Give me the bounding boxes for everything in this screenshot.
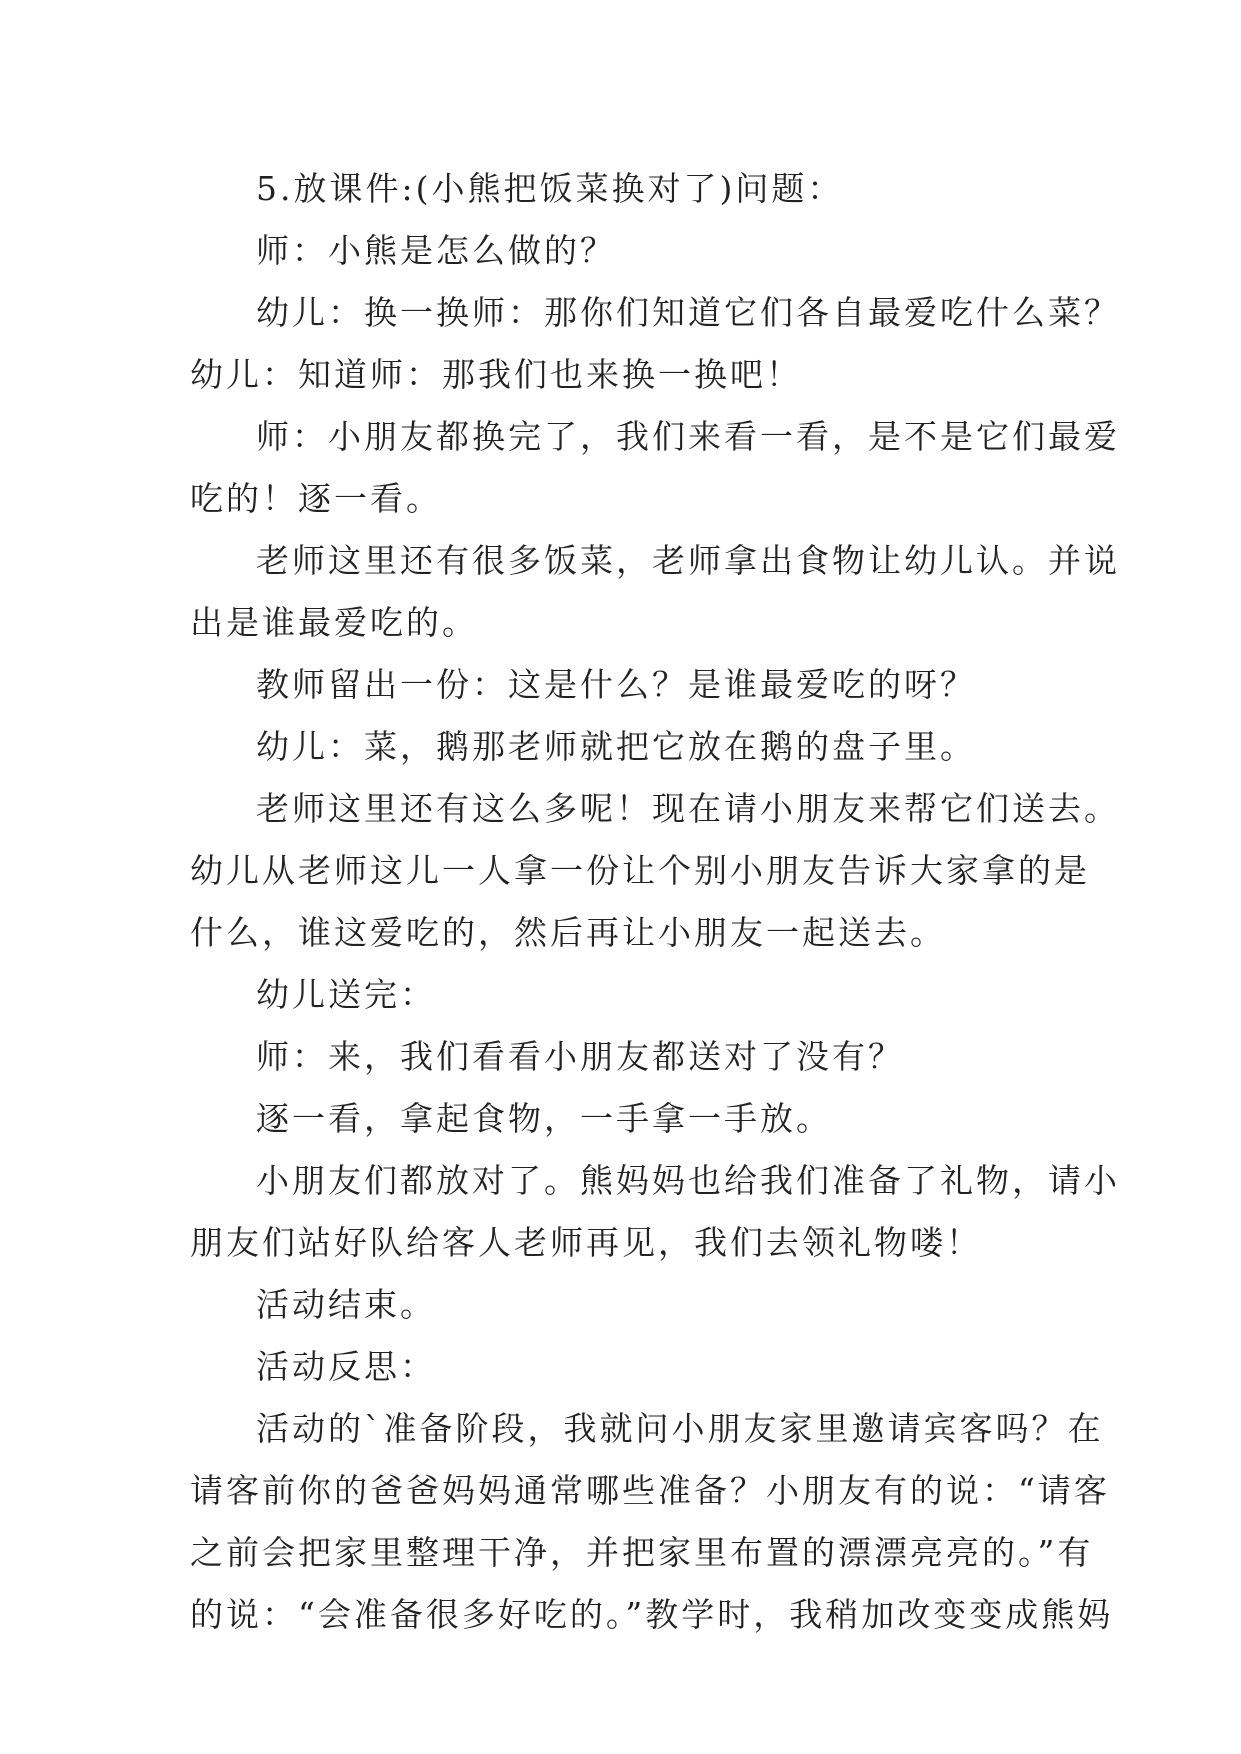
text-line: 幼儿送完： (256, 975, 436, 1014)
text-line: 小朋友们都放对了。熊妈妈也给我们准备了礼物，请小 (256, 1161, 1120, 1200)
text-line: 吃的！逐一看。 (190, 479, 442, 518)
text-line: 活动结束。 (256, 1285, 436, 1324)
text-line: 幼儿从老师这儿一人拿一份让个别小朋友告诉大家拿的是 (190, 851, 1090, 890)
text-line: 请客前你的爸爸妈妈通常哪些准备？小朋友有的说：“请客 (190, 1471, 1110, 1510)
text-line: 教师留出一份：这是什么？是谁最爱吃的呀？ (256, 665, 976, 704)
text-line: 幼儿：换一换师：那你们知道它们各自最爱吃什么菜？ (256, 293, 1120, 332)
text-line: 师：小朋友都换完了，我们来看一看，是不是它们最爱 (256, 417, 1120, 456)
text-line: 活动反思： (256, 1347, 436, 1386)
text-line: 活动的`准备阶段，我就问小朋友家里邀请宾客吗？在 (256, 1409, 1104, 1448)
text-line: 幼儿：菜，鹅那老师就把它放在鹅的盘子里。 (256, 727, 976, 766)
text-line: 老师这里还有很多饭菜，老师拿出食物让幼儿认。并说 (256, 541, 1120, 580)
text-line: 之前会把家里整理干净，并把家里布置的漂漂亮亮的。”有 (190, 1533, 1094, 1572)
text-line: 5.放课件:(小熊把饭菜换对了)问题： (256, 169, 844, 208)
text-line: 幼儿：知道师：那我们也来换一换吧！ (190, 355, 802, 394)
text-line: 老师这里还有这么多呢！现在请小朋友来帮它们送去。 (256, 789, 1120, 828)
document-body (190, 158, 1120, 1646)
text-line: 什么，谁这爱吃的，然后再让小朋友一起送去。 (190, 913, 946, 952)
text-line: 师：小熊是怎么做的？ (256, 231, 616, 270)
text-line: 出是谁最爱吃的。 (190, 603, 478, 642)
text-line: 的说：“会准备很多好吃的。”教学时，我稍加改变变成熊妈 (190, 1595, 1114, 1634)
text-line: 逐一看，拿起食物，一手拿一手放。 (256, 1099, 832, 1138)
text-line: 师：来，我们看看小朋友都送对了没有？ (256, 1037, 904, 1076)
text-line: 朋友们站好队给客人老师再见，我们去领礼物喽！ (190, 1223, 982, 1262)
